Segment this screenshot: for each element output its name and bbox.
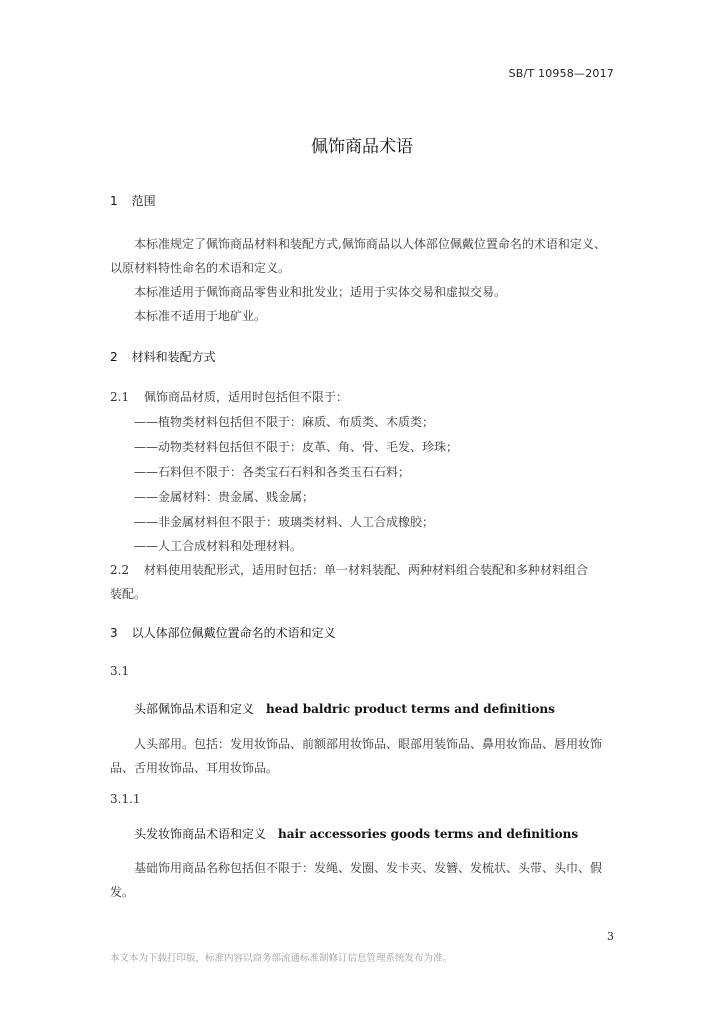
term-3-1 — [134, 700, 555, 717]
term-chinese: 头发妆饰商品术语和定义 — [134, 827, 267, 841]
section-title: 以人体部位佩戴位置命名的术语和定义 — [131, 626, 336, 640]
standard-code: SB/T 10958—2017 — [508, 67, 614, 80]
list-item: ——非金属材料但不限于：玻璃类材料、人工合成橡胶； — [134, 515, 435, 529]
definition-3-1: 人头部用。包括：发用妆饰品、前额部用妆饰品、眼部用装饰品、鼻用妆饰品、唇用妆饰品、舌用妆饰品、耳用妆饰品。 — [110, 737, 603, 775]
clause-number: 2.1 — [110, 390, 130, 404]
term-chinese: 头部佩饰品术语和定义 — [134, 702, 255, 716]
definition-3-1-1: 基础饰用商品名称包括但不限于：发绳、发圈、发卡夹、发簪、发梳状、头带、头巾、假发。 — [110, 861, 603, 899]
list-item: ——石料但不限于：各类宝石石料和各类玉石石料； — [134, 465, 411, 479]
clause-3-1-number: 3.1 — [110, 664, 130, 678]
section-2-heading — [110, 348, 216, 365]
document-title: 佩饰商品术语 — [311, 137, 413, 157]
section-title: 材料和装配方式 — [131, 350, 216, 364]
term-3-1-1 — [134, 825, 578, 842]
section-number: 3 — [110, 626, 118, 640]
list-item: ——金属材料：贵金属、贱金属； — [134, 490, 315, 504]
page-number: 3 — [607, 930, 614, 943]
clause-2-1 — [110, 388, 348, 405]
section-1-heading — [110, 192, 156, 209]
clause-2-2 — [110, 561, 588, 578]
clause-number: 2.2 — [110, 563, 130, 577]
list-item: ——动物类材料包括但不限于：皮革、角、骨、毛发、珍珠； — [134, 440, 459, 454]
term-english: head baldric product terms and definitions — [266, 702, 555, 716]
list-item: ——植物类材料包括但不限于：麻质、布质类、木质类； — [134, 415, 435, 429]
paragraph: 本标准规定了佩饰商品材料和装配方式,佩饰商品以人体部位佩戴位置命名的术语和定义、以原材料特性命名的术语和定义。 — [110, 237, 606, 275]
term-english: hair accessories goods terms and definitions — [278, 827, 579, 841]
footer-note: 本文本为下载打印版，标准内容以商务部流通标准制修订信息管理系统发布为准。 — [110, 953, 453, 964]
clause-text: 材料使用装配形式，适用时包括：单一材料装配、两种材料组合装配和多种材料组合 — [144, 563, 589, 577]
section-number: 1 — [110, 194, 118, 208]
paragraph: 本标准不适用于地矿业。 — [134, 309, 267, 323]
clause-text: 佩饰商品材质，适用时包括但不限于： — [144, 390, 349, 404]
paragraph: 本标准适用于佩饰商品零售业和批发业；适用于实体交易和虚拟交易。 — [134, 285, 507, 299]
section-number: 2 — [110, 350, 118, 364]
section-title: 范围 — [131, 194, 156, 208]
section-3-heading — [110, 624, 336, 641]
list-item: ——人工合成材料和处理材料。 — [134, 539, 303, 553]
clause-text-continued: 装配。 — [110, 587, 147, 601]
clause-3-1-1-number: 3.1.1 — [110, 792, 141, 806]
